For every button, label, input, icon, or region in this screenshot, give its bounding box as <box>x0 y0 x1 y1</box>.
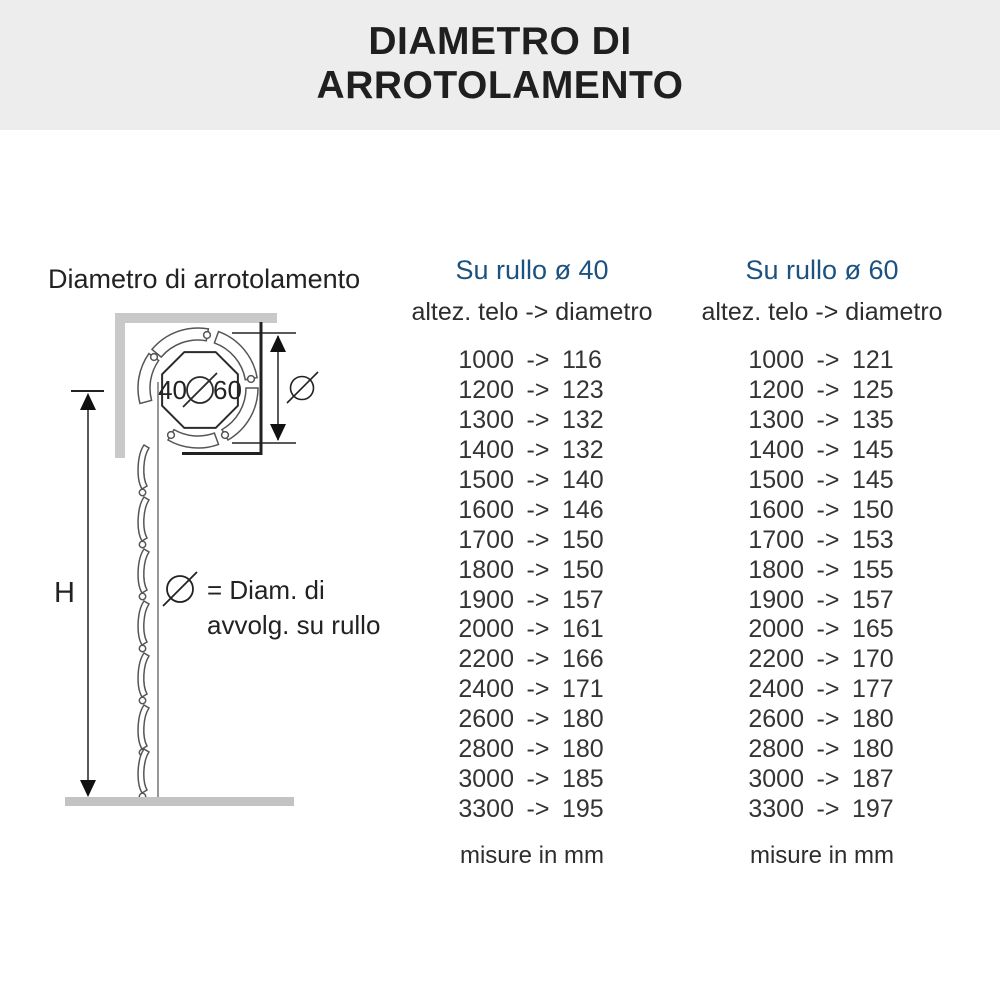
arrow-text: -> <box>526 675 550 704</box>
header-band <box>0 0 1000 130</box>
diameter-value: 185 <box>562 764 604 793</box>
table-rullo-40-subtitle: altez. telo -> diametro <box>411 298 653 326</box>
shutter-diagram-svg <box>40 250 400 820</box>
telo-height-value: 3300 <box>458 794 514 823</box>
table-rullo-60-title: Su rullo ø 60 <box>745 255 899 285</box>
diameter-value: 132 <box>562 406 604 435</box>
table-rullo-40-footer: misure in mm <box>459 842 604 869</box>
telo-height-value: 1700 <box>748 525 804 554</box>
table-row <box>403 436 661 466</box>
diameter-value: 180 <box>852 705 894 734</box>
diameter-value: 150 <box>562 555 604 584</box>
arrow-text: -> <box>816 735 840 764</box>
telo-height-value: 1300 <box>748 406 804 435</box>
telo-height-value: 1000 <box>748 346 804 375</box>
arrow-text: -> <box>526 406 550 435</box>
table-row <box>693 525 951 555</box>
arrow-text: -> <box>816 525 840 554</box>
diameter-value: 121 <box>852 346 894 375</box>
table-row <box>693 764 951 794</box>
arrow-text: -> <box>526 376 550 405</box>
table-row <box>693 466 951 496</box>
height-label: H <box>54 577 75 609</box>
diameter-value: 161 <box>562 615 604 644</box>
telo-height-value: 2800 <box>748 735 804 764</box>
table-row <box>403 525 661 555</box>
telo-height-value: 2200 <box>748 645 804 674</box>
telo-height-value: 1600 <box>458 495 514 524</box>
arrow-text: -> <box>816 764 840 793</box>
diameter-value: 145 <box>852 436 894 465</box>
arrow-text: -> <box>526 525 550 554</box>
arrow-text: -> <box>526 645 550 674</box>
diameter-legend <box>163 572 380 640</box>
telo-height-value: 1500 <box>748 466 804 494</box>
telo-height-value: 1500 <box>458 466 514 494</box>
roller-60-label: 60 <box>213 375 242 405</box>
table-row <box>403 555 661 585</box>
diameter-value: 150 <box>852 495 894 524</box>
diameter-icon <box>287 372 318 403</box>
arrow-text: -> <box>526 555 550 584</box>
table-rullo-60 <box>693 250 951 890</box>
diameter-value: 155 <box>852 555 894 584</box>
table-row <box>403 764 661 794</box>
arrow-text: -> <box>526 615 550 644</box>
table-rullo-40-title: Su rullo ø 40 <box>455 255 609 285</box>
arrow-text: -> <box>816 705 840 734</box>
arrow-text: -> <box>816 466 840 494</box>
table-row <box>693 436 951 466</box>
telo-height-value: 1900 <box>748 585 804 614</box>
table-row <box>403 705 661 735</box>
diameter-value: 132 <box>562 436 604 465</box>
diameter-value: 180 <box>562 705 604 734</box>
arrow-text: -> <box>816 645 840 674</box>
arrow-text: -> <box>816 675 840 704</box>
telo-height-value: 1800 <box>748 555 804 584</box>
table-row <box>693 585 951 615</box>
table-rullo-40 <box>403 250 661 890</box>
page-title-line1: DIAMETRO DI <box>368 20 632 63</box>
arrow-text: -> <box>526 466 550 494</box>
diameter-value: 170 <box>852 645 894 674</box>
diameter-value: 146 <box>562 495 604 524</box>
table-row <box>693 376 951 406</box>
arrow-text: -> <box>816 436 840 465</box>
telo-height-value: 1800 <box>458 555 514 584</box>
telo-height-value: 1700 <box>458 525 514 554</box>
table-rullo-40-rows <box>403 346 661 824</box>
telo-height-value: 2400 <box>748 675 804 704</box>
table-row <box>403 406 661 436</box>
table-rullo-60-subtitle: altez. telo -> diametro <box>701 298 943 326</box>
diameter-value: 150 <box>562 525 604 554</box>
table-row <box>693 615 951 645</box>
diameter-value: 135 <box>852 406 894 435</box>
telo-height-value: 1600 <box>748 495 804 524</box>
diagram-title: Diametro di arrotolamento <box>48 264 361 294</box>
arrow-text: -> <box>816 615 840 644</box>
diameter-value: 140 <box>562 466 604 494</box>
arrow-text: -> <box>816 346 840 375</box>
telo-height-value: 2000 <box>748 615 804 644</box>
arrow-text: -> <box>816 376 840 405</box>
arrow-text: -> <box>816 406 840 435</box>
table-row <box>693 346 951 376</box>
height-dimension <box>54 391 104 797</box>
table-row <box>693 645 951 675</box>
table-row <box>403 495 661 525</box>
legend-line2: avvolg. su rullo <box>207 610 381 640</box>
diameter-value: 157 <box>852 585 894 614</box>
diameter-value: 180 <box>852 735 894 764</box>
table-row <box>403 615 661 645</box>
telo-height-value: 2000 <box>458 615 514 644</box>
diameter-value: 197 <box>852 794 894 823</box>
telo-height-value: 1900 <box>458 585 514 614</box>
telo-height-value: 1200 <box>458 376 514 405</box>
diameter-value: 145 <box>852 466 894 494</box>
legend-diameter-icon <box>163 572 197 606</box>
legend-line1: = Diam. di <box>207 575 325 605</box>
telo-height-value: 2200 <box>458 645 514 674</box>
telo-height-value: 1000 <box>458 346 514 375</box>
table-row <box>693 555 951 585</box>
shutter-diagram <box>40 250 400 820</box>
diameter-value: 116 <box>562 346 602 375</box>
diameter-value: 180 <box>562 735 604 764</box>
table-row <box>403 466 661 496</box>
table-row <box>693 495 951 525</box>
table-row <box>403 675 661 705</box>
table-row <box>693 675 951 705</box>
diameter-value: 157 <box>562 585 604 614</box>
diameter-value: 166 <box>562 645 604 674</box>
telo-height-value: 1200 <box>748 376 804 405</box>
arrow-text: -> <box>816 555 840 584</box>
diameter-value: 177 <box>852 675 894 704</box>
table-row <box>693 794 951 824</box>
diameter-value: 195 <box>562 794 604 823</box>
table-row <box>693 735 951 765</box>
diameter-value: 187 <box>852 764 894 793</box>
telo-height-value: 3300 <box>748 794 804 823</box>
page-title-line2: ARROTOLAMENTO <box>316 64 684 107</box>
table-row <box>403 376 661 406</box>
page-title <box>0 0 1000 108</box>
table-row <box>403 735 661 765</box>
diameter-value: 123 <box>562 376 604 405</box>
hanging-curtain <box>138 382 158 802</box>
floor-bar <box>65 797 294 806</box>
arrow-text: -> <box>526 705 550 734</box>
diameter-value: 153 <box>852 525 894 554</box>
telo-height-value: 2600 <box>458 705 514 734</box>
telo-height-value: 2600 <box>748 705 804 734</box>
diameter-value: 125 <box>852 376 894 405</box>
arrow-text: -> <box>526 495 550 524</box>
telo-height-value: 2400 <box>458 675 514 704</box>
table-row <box>693 705 951 735</box>
table-row <box>403 645 661 675</box>
diameter-value: 171 <box>562 675 604 704</box>
arrow-text: -> <box>816 794 840 823</box>
telo-height-value: 1400 <box>458 436 514 465</box>
telo-height-value: 2800 <box>458 735 514 764</box>
table-rullo-60-footer: misure in mm <box>749 842 894 869</box>
table-row <box>403 585 661 615</box>
arrow-text: -> <box>526 436 550 465</box>
telo-height-value: 3000 <box>458 764 514 793</box>
telo-height-value: 1300 <box>458 406 514 435</box>
octagonal-roller <box>158 352 242 428</box>
roller-40-label: 40 <box>158 375 187 405</box>
arrow-text: -> <box>526 764 550 793</box>
arrow-text: -> <box>526 585 550 614</box>
diameter-value: 165 <box>852 615 894 644</box>
telo-height-value: 3000 <box>748 764 804 793</box>
arrow-text: -> <box>526 346 550 375</box>
arrow-text: -> <box>816 585 840 614</box>
arrow-text: -> <box>526 735 550 764</box>
arrow-text: -> <box>816 495 840 524</box>
telo-height-value: 1400 <box>748 436 804 465</box>
arrow-text: -> <box>526 794 550 823</box>
table-row <box>403 346 661 376</box>
table-row <box>693 406 951 436</box>
table-rullo-60-rows <box>693 346 951 824</box>
table-row <box>403 794 661 824</box>
